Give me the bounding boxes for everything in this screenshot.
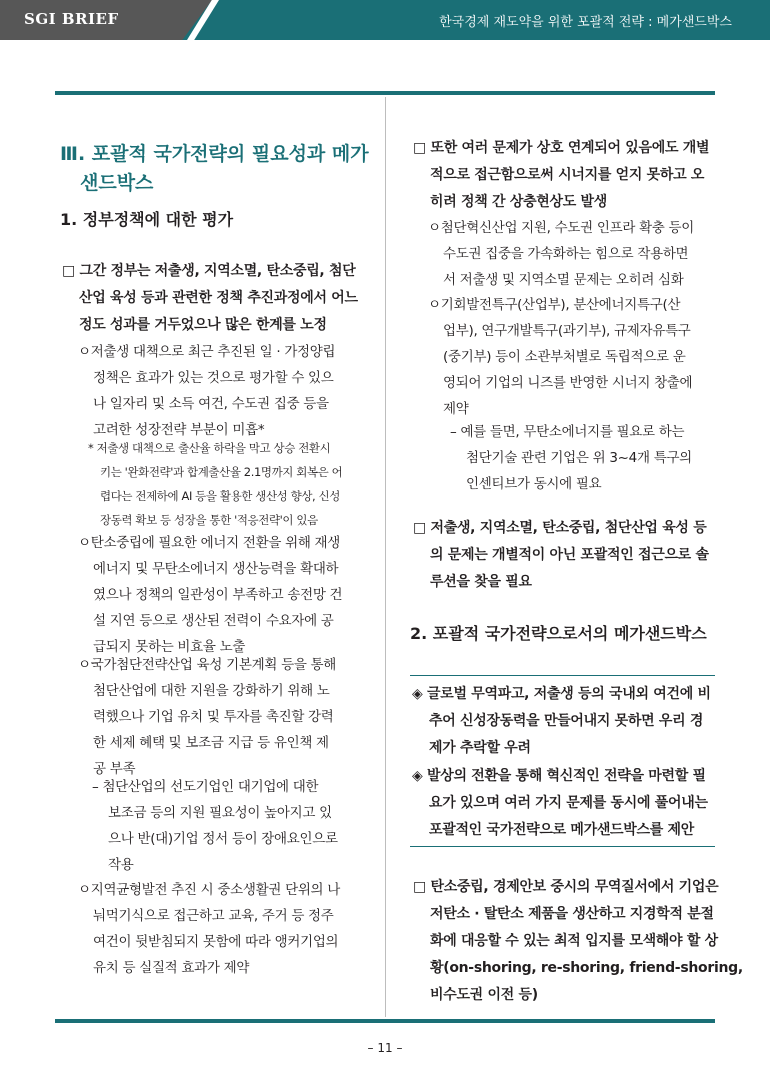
top-rule <box>55 91 715 95</box>
left-dash-item-1: – 첨단산업의 선도기업인 대기업에 대한 보조금 등의 지원 필요성이 높아지고 있 으나 반(대)기업 정서 등이 장애요인으로 작용 <box>92 779 338 873</box>
right-circle-item-1: ㅇ첨단혁신산업 지원, 수도권 인프라 확충 등이 수도권 집중을 가속화하는 힘으로 작용하면 서 저출생 및 지역소멸 문제는 오히려 심화 <box>428 220 695 288</box>
left-circle-item-1: ㅇ저출생 대책으로 최근 추진된 일 · 가정양립 정책은 효과가 있는 것으로 평가할 수 있으 나 일자리 및 소득 여건, 수도권 집중 등을 고려한 성장전략 부분이 미흡* <box>78 344 336 438</box>
subsection-title-1: 1. 정부정책에 대한 평가 <box>60 210 234 229</box>
bottom-rule <box>55 1019 715 1023</box>
right-circle-item-2: ㅇ기회발전특구(산업부), 분산에너지특구(산 업부), 연구개발특구(과기부), 규제자유특구 (중기부) 등이 소관부처별로 독립적으로 운 영되어 기업의 니즈를 반영한 시너지 창출에 제약 <box>428 297 693 417</box>
document-title: 한국경제 재도약을 위한 포괄적 전략 : 메가샌드박스 <box>439 15 732 30</box>
summary-point-1: ◈ 글로벌 무역파고, 저출생 등의 국내외 여건에 비 추어 신성장동력을 만들어내지 못하면 우리 경 제가 추락할 우려 <box>412 686 711 756</box>
subsection-title-2: 2. 포괄적 국가전략으로서의 메가샌드박스 <box>410 624 707 643</box>
right-dash-item-1: – 예를 들면, 무탄소에너지를 필요로 하는 첨단기술 관련 기업은 위 3~4개 특구의 인센티브가 동시에 필요 <box>450 424 692 492</box>
summary-rule-top <box>410 675 715 676</box>
left-circle-item-4: ㅇ지역균형발전 추진 시 중소생활권 단위의 나 눠먹기식으로 접근하고 교육, 주거 등 정주 여건이 뒷받침되지 못함에 따라 앵커기업의 유치 등 실질적 효과가 제약 <box>78 882 341 976</box>
right-box-paragraph-3: □ 탄소중립, 경제안보 중시의 무역질서에서 기업은 저탄소 · 탈탄소 제품을 생산하고 지경학적 분절 화에 대응할 수 있는 최적 입지를 모색해야 할 상 황(on-shoring, re-shoring, friend-shoring, 비수도권 이전 등) <box>413 879 743 1003</box>
right-box-paragraph-2: □ 저출생, 지역소멸, 탄소중립, 첨단산업 육성 등 의 문제는 개별적이 아닌 포괄적인 접근으로 솔 루션을 찾을 필요 <box>413 520 709 590</box>
column-divider <box>385 97 386 1017</box>
summary-point-2: ◈ 발상의 전환을 통해 혁신적인 전략을 마련할 필 요가 있으며 여러 가지 문제를 동시에 풀어내는 포괄적인 국가전략으로 메가샌드박스를 제안 <box>412 768 708 838</box>
left-footnote: * 저출생 대책으로 출산율 하락을 막고 상승 전환시 키는 '완화전략'과 합계출산율 2.1명까지 회복은 어 렵다는 전제하에 AI 등을 활용한 생산성 향상, 신성 장동력 확보 등 성장을 통한 '적응전략'이 있음 <box>88 441 343 527</box>
page-number: – 11 – <box>367 1041 403 1055</box>
brand-label: SGI BRIEF <box>24 10 119 28</box>
summary-rule-bottom <box>410 846 715 847</box>
right-box-paragraph-1: □ 또한 여러 문제가 상호 연계되어 있음에도 개별 적으로 접근함으로써 시너지를 얻지 못하고 오 히려 정책 간 상충현상도 발생 <box>413 140 710 210</box>
left-circle-item-3: ㅇ국가첨단전략산업 육성 기본계획 등을 통해 첨단산업에 대한 지원을 강화하기 위해 노 력했으나 기업 유치 및 투자를 촉진할 강력 한 세제 혜택 및 보조금 지급 등 유인책 제 공 부족 <box>78 657 337 777</box>
section-title: Ⅲ. 포괄적 국가전략의 필요성과 메가 샌드박스 <box>60 143 369 194</box>
left-box-paragraph-1: □ 그간 정부는 저출생, 지역소멸, 탄소중립, 첨단 산업 육성 등과 관련한 정책 추진과정에서 어느 정도 성과를 거두었으나 많은 한계를 노정 <box>62 263 358 333</box>
left-circle-item-2: ㅇ탄소중립에 필요한 에너지 전환을 위해 재생 에너지 및 무탄소에너지 생산능력을 확대하 였으나 정책의 일관성이 부족하고 송전망 건 설 지연 등으로 생산된 전력이 수요자에 공 급되지 못하는 비효율 노출 <box>78 535 343 655</box>
